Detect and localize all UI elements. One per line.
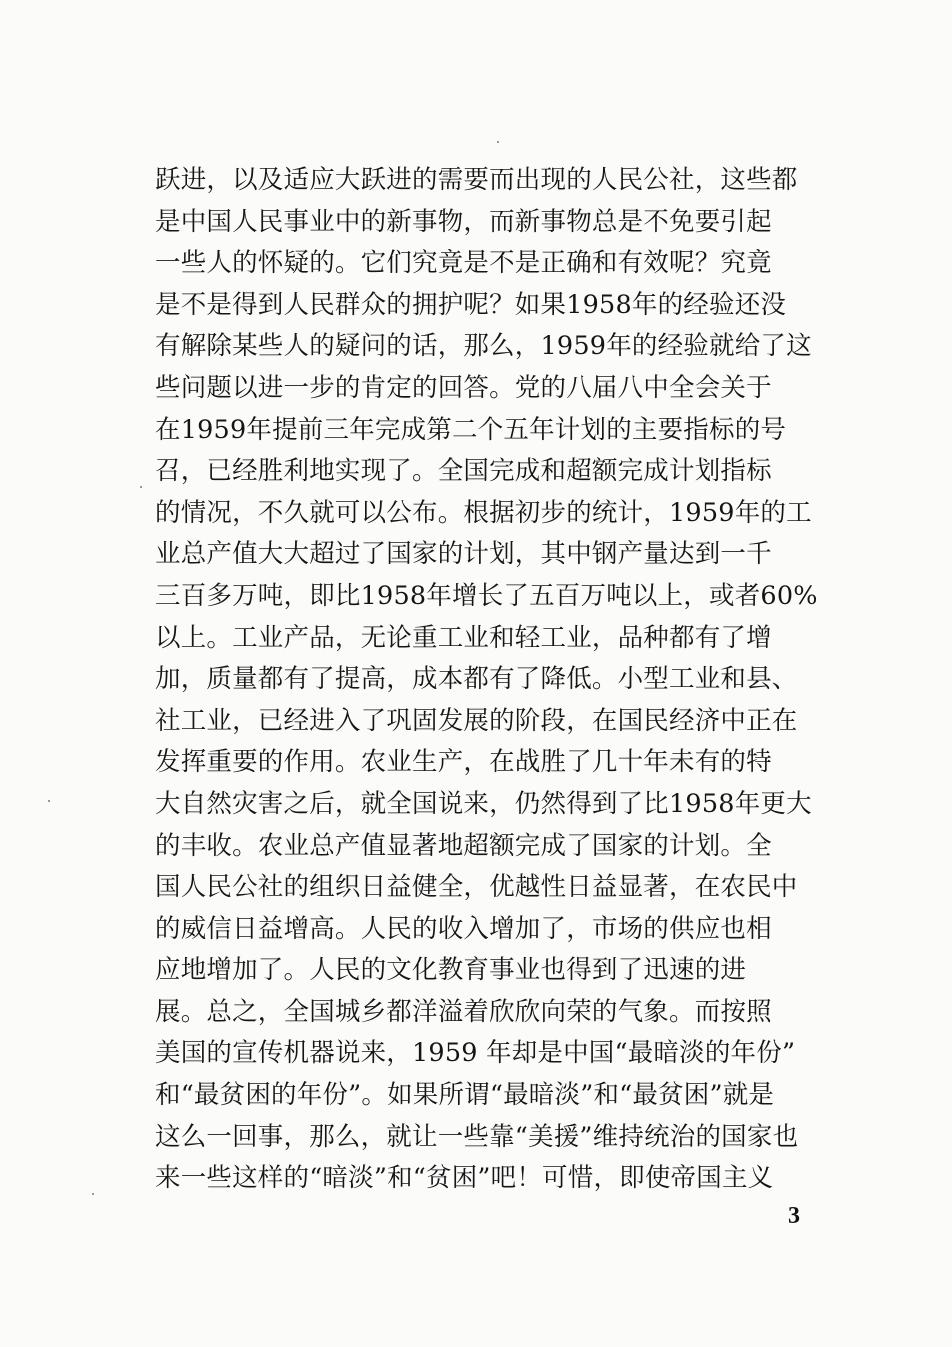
text-line: 这么一回事，那么，就让一些靠“美援”维持统治的国家也 bbox=[155, 1121, 799, 1152]
text-line: 大自然灾害之后，就全国说来，仍然得到了比1958年更大 bbox=[155, 788, 812, 819]
scan-speck bbox=[92, 1193, 94, 1195]
text-line: 国人民公社的组织日益健全，优越性日益显著，在农民中 bbox=[155, 872, 798, 903]
body-text bbox=[155, 160, 835, 1200]
text-line: 些问题以进一步的肯定的回答。党的八届八中全会关于 bbox=[155, 372, 772, 403]
text-line: 是中国人民事业中的新事物，而新事物总是不免要引起 bbox=[155, 206, 772, 237]
text-line: 的威信日益增高。人民的收入增加了，市场的供应也相 bbox=[155, 913, 772, 944]
text-line: 三百多万吨，即比1958年增长了五百万吨以上，或者60% bbox=[155, 580, 818, 611]
text-line: 的情况，不久就可以公布。根据初步的统计，1959年的工 bbox=[155, 497, 812, 528]
text-line: 是不是得到人民群众的拥护呢？如果1958年的经验还没 bbox=[155, 289, 787, 320]
text-line: 有解除某些人的疑问的话，那么，1959年的经验就给了这 bbox=[155, 331, 812, 362]
text-line: 发挥重要的作用。农业生产，在战胜了几十年未有的特 bbox=[155, 747, 772, 778]
scan-speck bbox=[48, 800, 50, 802]
text-line: 跃进，以及适应大跃进的需要而出现的人民公社，这些都 bbox=[155, 165, 798, 195]
text-line: 和“最贫困的年份”。如果所谓“最暗淡”和“最贫困”就是 bbox=[155, 1080, 775, 1111]
text-line: 加，质量都有了提高，成本都有了降低。小型工业和县、 bbox=[155, 664, 798, 695]
text-line: 社工业，已经进入了巩固发展的阶段，在国民经济中正在 bbox=[155, 705, 798, 736]
text-line: 的丰收。农业总产值显著地超额完成了国家的计划。全 bbox=[155, 830, 772, 861]
scan-speck bbox=[140, 486, 142, 488]
text-line: 展。总之，全国城乡都洋溢着欣欣向荣的气象。而按照 bbox=[155, 996, 772, 1027]
text-line: 美国的宣传机器说来，1959 年却是中国“最暗淡的年份” bbox=[155, 1038, 796, 1069]
text-line: 业总产值大大超过了国家的计划，其中钢产量达到一千 bbox=[155, 539, 772, 570]
text-line: 召，已经胜利地实现了。全国完成和超额完成计划指标 bbox=[155, 456, 772, 487]
text-line: 应地增加了。人民的文化教育事业也得到了迅速的进 bbox=[155, 955, 747, 986]
text-line: 在1959年提前三年完成第二个五年计划的主要指标的号 bbox=[155, 414, 787, 445]
text-line: 来一些这样的“暗淡”和“贫困”吧！可惜，即使帝国主义 bbox=[155, 1163, 774, 1194]
page-number: 3 bbox=[788, 1203, 800, 1229]
scan-speck bbox=[497, 141, 499, 143]
text-line: 一些人的怀疑的。它们究竟是不是正确和有效呢？究竟 bbox=[155, 248, 772, 279]
text-line: 以上。工业产品，无论重工业和轻工业，品种都有了增 bbox=[155, 622, 772, 653]
